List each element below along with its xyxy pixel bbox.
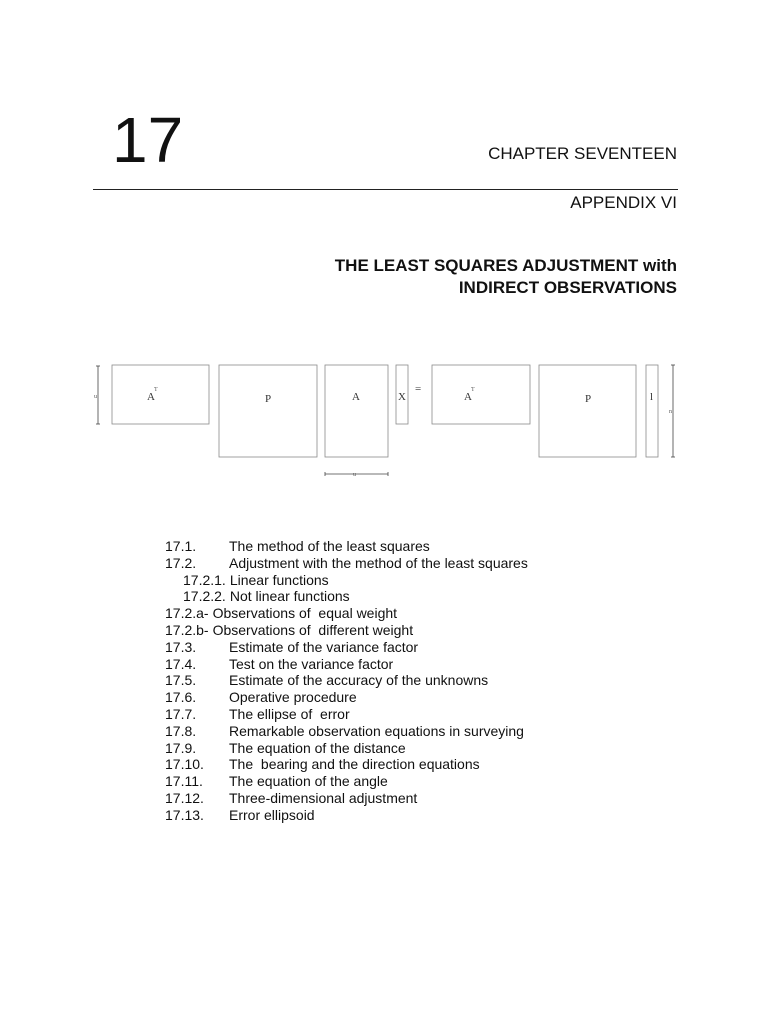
- toc-entry: [165, 740, 625, 757]
- matrix-p-right-label: P: [585, 393, 592, 405]
- toc-entry-title: The equation of the angle: [229, 773, 388, 790]
- toc-entry-number: 17.5.: [165, 672, 197, 689]
- transpose-mark-left: T: [154, 387, 158, 393]
- toc-entry-title: Observations of equal weight: [212, 605, 398, 622]
- matrix-p-left: [219, 365, 317, 457]
- toc-entry: [165, 656, 625, 673]
- toc-entry: [165, 756, 625, 773]
- toc-entry-title: The ellipse of error: [229, 705, 350, 722]
- toc-entry-number: 17.7.: [165, 705, 197, 722]
- toc-entry: [165, 706, 625, 723]
- toc-entry-title: Operative procedure: [229, 689, 357, 706]
- toc-entry-number: 17.12.: [165, 789, 204, 806]
- toc-entry: [165, 555, 625, 572]
- toc-entry-number: 17.4.: [165, 655, 197, 672]
- toc-entry-number: 17.2.b-: [165, 621, 209, 638]
- matrix-a-label: A: [352, 391, 360, 403]
- toc-entry-number: 17.11.: [165, 773, 203, 790]
- toc-entry-number: 17.6.: [165, 689, 197, 706]
- toc-entry-title: Linear functions: [229, 571, 329, 588]
- chapter-heading: CHAPTER SEVENTEEN: [488, 144, 677, 163]
- matrix-a-transpose-right: [432, 365, 530, 424]
- transpose-mark-right: T: [471, 387, 475, 393]
- toc-entry: [165, 672, 625, 689]
- toc-entry-title: The method of the least squares: [229, 538, 430, 554]
- page-title: [335, 255, 677, 299]
- matrix-a-transpose-left: [112, 365, 209, 424]
- equals-sign: =: [415, 383, 422, 395]
- toc-entry-title: Remarkable observation equations in surveying: [229, 722, 524, 739]
- right-dimension-label: n: [669, 409, 672, 415]
- toc-entry-title: Not linear functions: [229, 588, 350, 605]
- toc-entry-number: 17.3.: [165, 638, 197, 655]
- toc-entry-number: 17.2.1.: [183, 571, 226, 588]
- header-divider: [93, 189, 678, 190]
- matrix-a-transpose-left-label: A: [147, 391, 155, 403]
- toc-entry-title: The bearing and the direction equations: [229, 756, 480, 773]
- toc-entry-number: 17.9.: [165, 739, 197, 756]
- bottom-dimension-label: u: [353, 472, 356, 478]
- chapter-number: 17: [112, 104, 184, 176]
- bottom-dimension-marker: [325, 472, 388, 476]
- toc-entry-title: Test on the variance factor: [229, 655, 394, 672]
- toc-entry-number: 17.2.: [165, 554, 197, 571]
- matrix-a-transpose-right-label: A: [464, 391, 472, 403]
- toc-entry: [165, 605, 625, 622]
- table-of-contents: [165, 538, 625, 824]
- matrix-a: [325, 365, 388, 457]
- toc-entry-number: 17.8.: [165, 722, 197, 739]
- toc-entry-title: Observations of different weight: [212, 621, 414, 638]
- toc-entry: [165, 773, 625, 790]
- vector-x-label: X: [398, 391, 406, 403]
- toc-entry-number: 17.2.a-: [165, 605, 209, 622]
- matrix-p-right: [539, 365, 636, 457]
- title-line-2: INDIRECT OBSERVATIONS: [458, 278, 677, 297]
- toc-entry: [165, 538, 625, 555]
- toc-entry-title: The equation of the distance: [229, 739, 406, 756]
- toc-entry: [165, 723, 625, 740]
- toc-entry: [165, 622, 625, 639]
- toc-entry-title: Estimate of the variance factor: [229, 638, 419, 655]
- appendix-label: APPENDIX VI: [570, 193, 677, 212]
- toc-entry-title: Error ellipsoid: [229, 806, 315, 823]
- vector-l-label: l: [650, 391, 654, 403]
- matrix-equation-figure: [90, 356, 690, 486]
- toc-entry-title: Adjustment with the method of the least squares: [229, 554, 528, 571]
- matrix-p-left-label: P: [265, 393, 272, 405]
- toc-entry: [165, 807, 625, 824]
- toc-entry: [165, 588, 625, 605]
- title-line-1: THE LEAST SQUARES ADJUSTMENT with: [334, 256, 677, 275]
- toc-entry-number: 17.10.: [165, 756, 204, 773]
- toc-entry-number: 17.13.: [165, 806, 204, 823]
- toc-entry-title: Three-dimensional adjustment: [229, 789, 418, 806]
- toc-entry-number: 17.2.2.: [183, 588, 226, 605]
- vector-l: [646, 365, 658, 457]
- toc-entry: [165, 689, 625, 706]
- toc-entry: [165, 572, 625, 589]
- toc-entry: [165, 790, 625, 807]
- toc-entry: [165, 639, 625, 656]
- toc-entry-number: 17.1.: [165, 538, 197, 554]
- left-dimension-label: u: [94, 394, 97, 400]
- toc-entry-title: Estimate of the accuracy of the unknowns: [229, 672, 489, 689]
